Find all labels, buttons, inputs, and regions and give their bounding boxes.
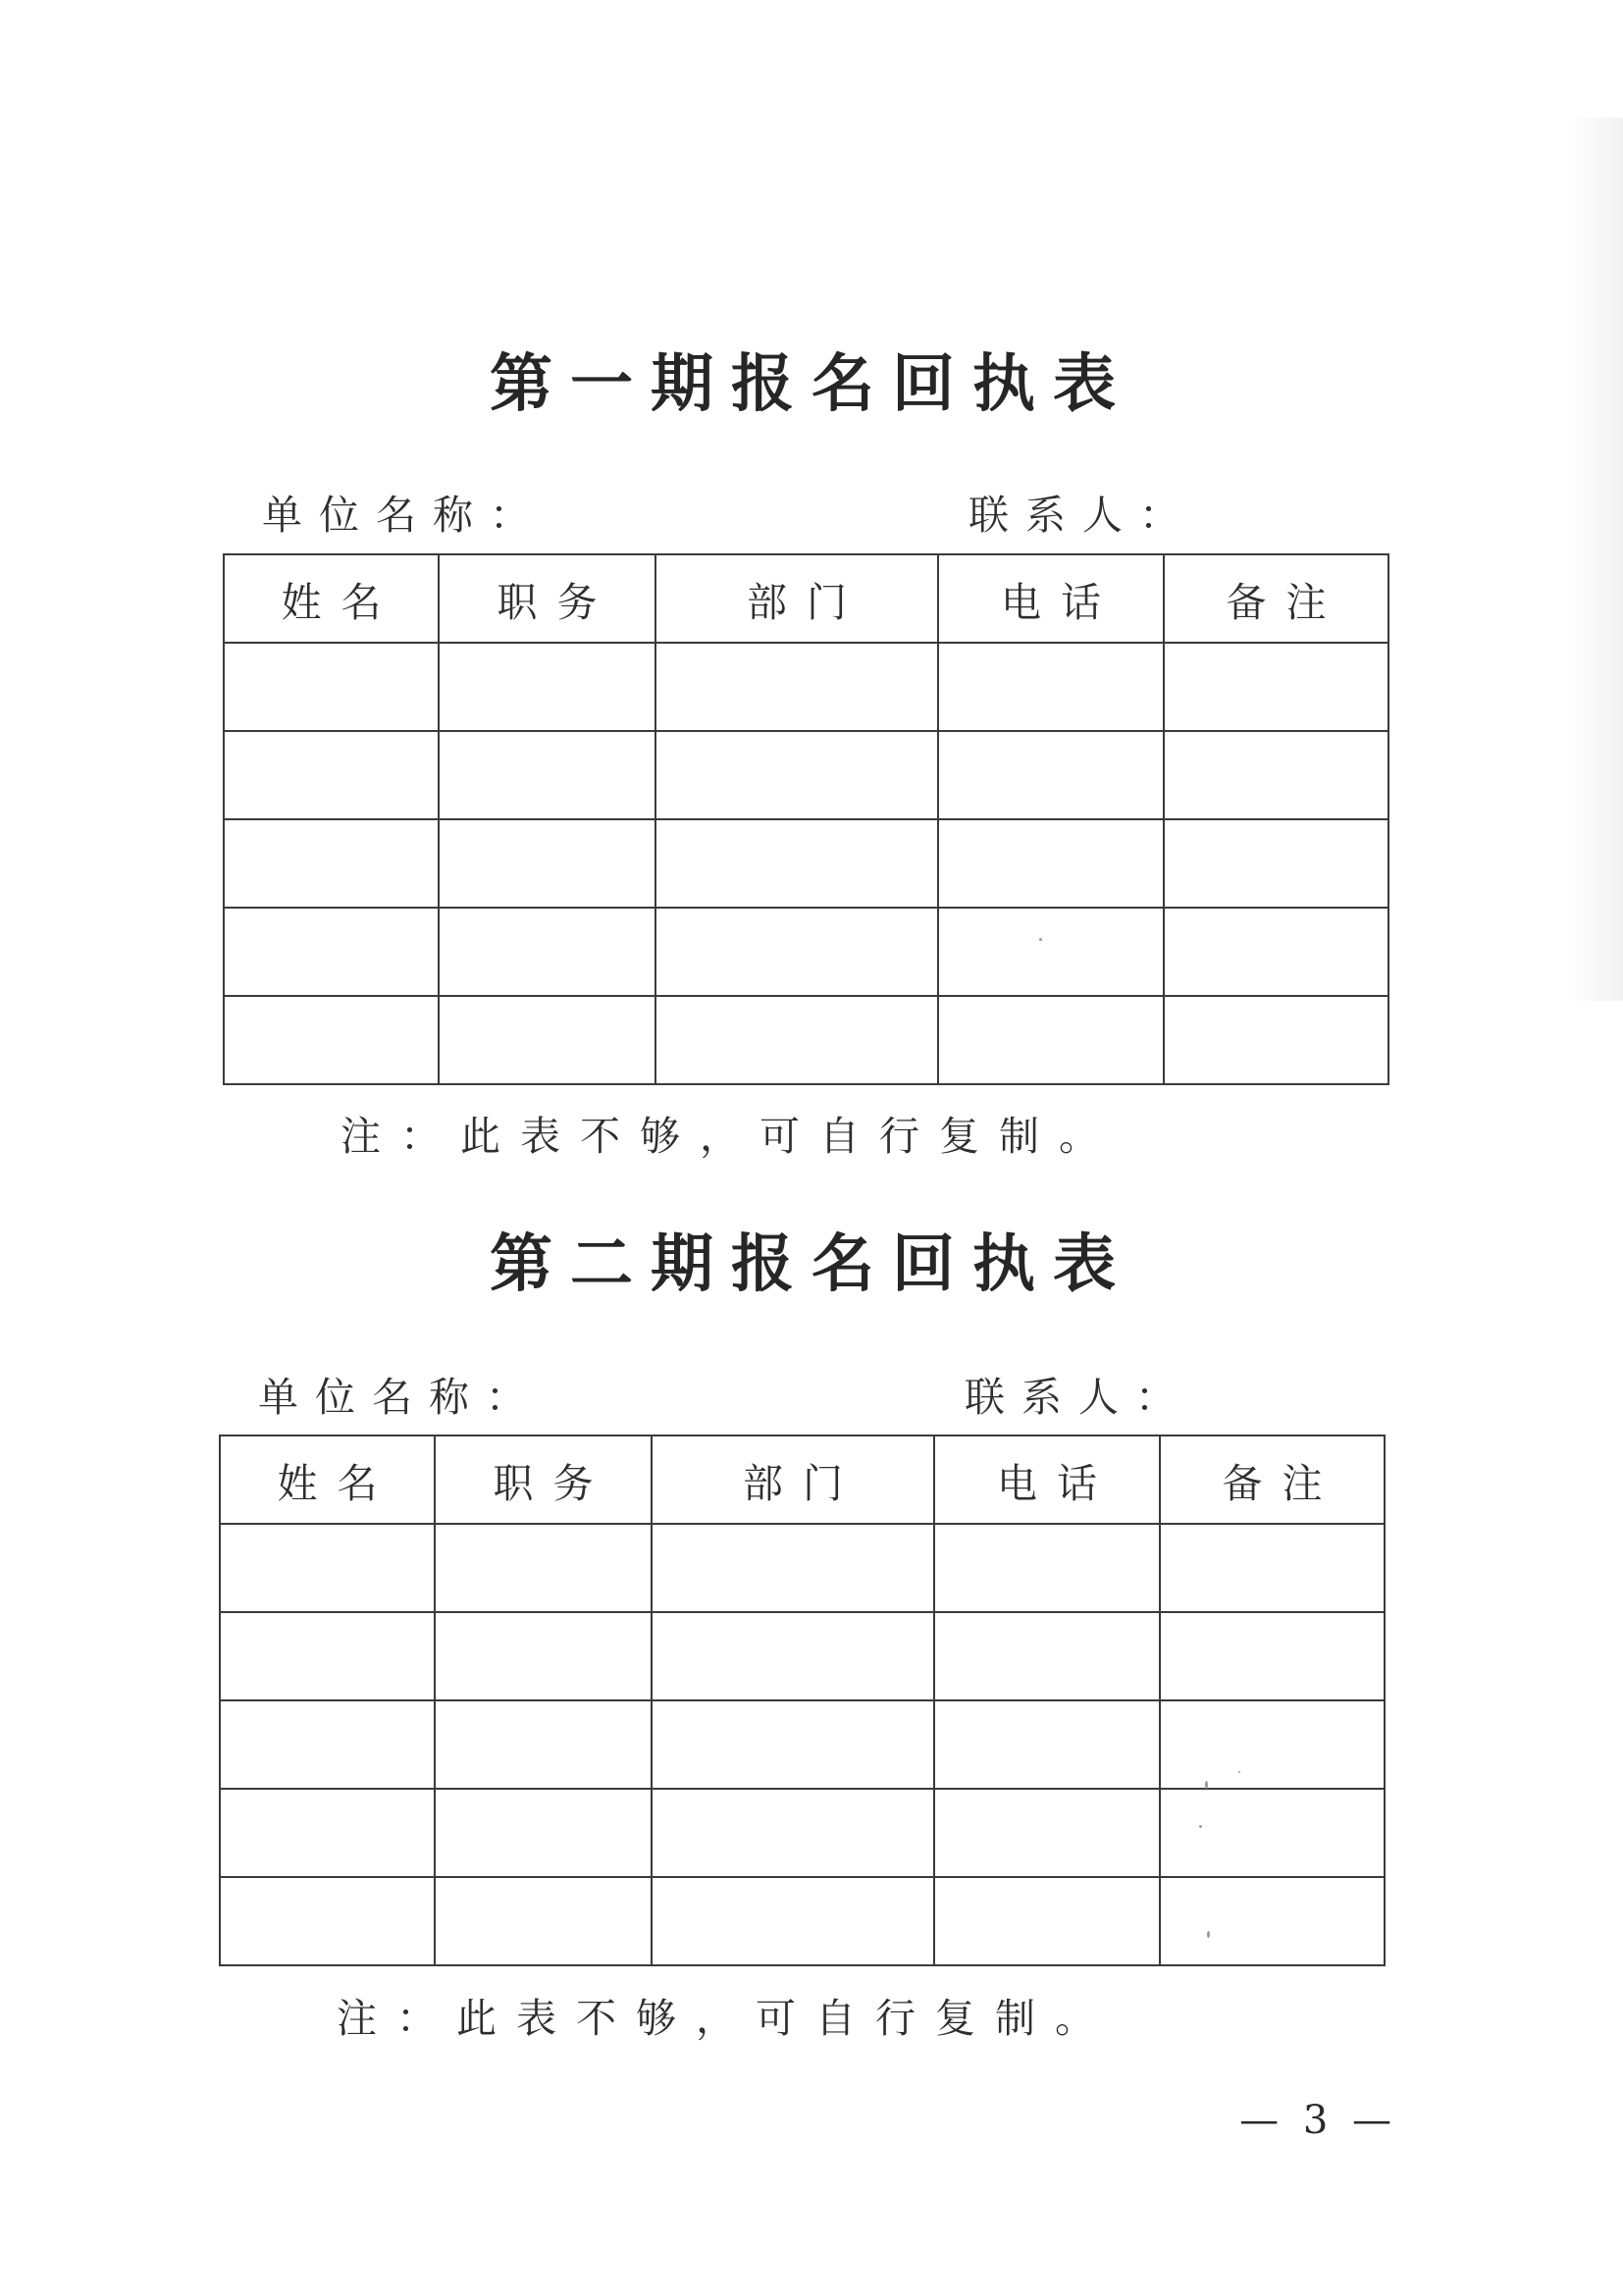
table-cell [220,1612,435,1700]
table-cell [439,908,655,996]
table-cell [934,1877,1160,1965]
table-cell [1160,1789,1385,1877]
table-cell [655,996,938,1084]
column-header-department: 部门 [655,554,938,643]
table-row [224,819,1388,908]
form-2-contact-label: 联系人： [965,1374,1192,1421]
scan-speck [1039,938,1042,941]
table-cell [435,1789,652,1877]
form-1-note: 注：此表不够，可自行复制。 [340,1113,1119,1160]
page-number: — 3 — [1239,2098,1397,2143]
form-1-unit-name-label: 单位名称： [262,492,547,539]
table-cell [1160,1700,1385,1789]
table-row [224,731,1388,819]
table-cell [655,643,938,731]
table-cell [224,996,439,1084]
table-cell [1160,1524,1385,1612]
table-cell [652,1700,934,1789]
table-cell [938,819,1164,908]
table-cell [938,731,1164,819]
form-1-contact-label: 联系人： [969,492,1196,539]
table-cell [938,996,1164,1084]
table-cell [220,1700,435,1789]
table-header-row [220,1435,1385,1524]
table-cell [934,1612,1160,1700]
table-cell [652,1789,934,1877]
table-header-row [224,554,1388,643]
table-cell [655,908,938,996]
table-cell [1164,908,1388,996]
column-header-remarks: 备注 [1160,1435,1385,1524]
table-row [220,1877,1385,1965]
table-cell [934,1789,1160,1877]
table-cell [439,643,655,731]
column-header-name: 姓名 [224,554,439,643]
table-cell [435,1612,652,1700]
table-row [220,1524,1385,1612]
table-cell [1164,731,1388,819]
table-cell [435,1700,652,1789]
table-cell [439,731,655,819]
table-cell [652,1524,934,1612]
table-cell [652,1877,934,1965]
form-2-unit-name-label: 单位名称： [258,1374,543,1421]
table-cell [220,1524,435,1612]
table-row [220,1612,1385,1700]
table-row [224,996,1388,1084]
table-cell [938,908,1164,996]
form-2-registration-table [219,1435,1386,1966]
table-cell [1164,996,1388,1084]
table-cell [435,1524,652,1612]
scan-speck [1205,1781,1208,1789]
column-header-phone: 电话 [934,1435,1160,1524]
form-2-note: 注：此表不够，可自行复制。 [337,1995,1115,2042]
table-cell [220,1789,435,1877]
table-cell [934,1524,1160,1612]
table-cell [934,1700,1160,1789]
table-cell [655,731,938,819]
table-cell [435,1877,652,1965]
column-header-name: 姓名 [220,1435,435,1524]
table-cell [1160,1612,1385,1700]
column-header-phone: 电话 [938,554,1164,643]
table-cell [224,908,439,996]
table-cell [938,643,1164,731]
table-cell [439,819,655,908]
table-row [224,643,1388,731]
column-header-position: 职务 [435,1435,652,1524]
scan-page-edge-shadow [1564,118,1623,1001]
table-cell [1164,819,1388,908]
column-header-position: 职务 [439,554,655,643]
scan-speck [1207,1931,1210,1938]
scan-speck [1199,1825,1202,1828]
table-cell [224,643,439,731]
form-1-title: 第一期报名回执表 [490,347,1133,421]
table-cell [224,819,439,908]
form-2-title: 第二期报名回执表 [490,1227,1133,1301]
table-cell [655,819,938,908]
table-cell [439,996,655,1084]
form-1-registration-table [223,553,1389,1085]
table-cell [1164,643,1388,731]
table-cell [224,731,439,819]
table-cell [1160,1877,1385,1965]
scan-speck [1238,1771,1240,1773]
table-row [220,1700,1385,1789]
column-header-department: 部门 [652,1435,934,1524]
table-cell [220,1877,435,1965]
table-row [224,908,1388,996]
table-row [220,1789,1385,1877]
column-header-remarks: 备注 [1164,554,1388,643]
table-cell [652,1612,934,1700]
